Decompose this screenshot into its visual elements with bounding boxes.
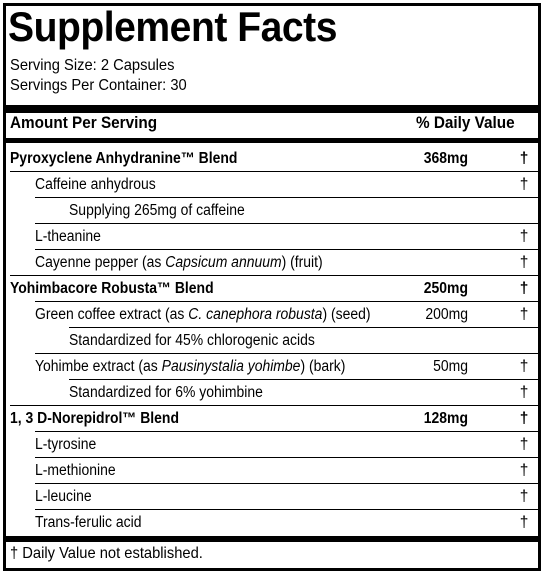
ingredient-name: Standardized for 45% chlorogenic acids bbox=[69, 332, 315, 349]
ingredient-name: 1, 3 D-Norepidrol™ Blend bbox=[10, 410, 179, 427]
ingredient-name: Yohimbe extract (as Pausinystalia yohimbe) (bark) bbox=[35, 358, 346, 375]
panel-title: Supplement Facts bbox=[8, 3, 337, 50]
ingredient-name: Trans-ferulic acid bbox=[35, 514, 142, 531]
ingredient-name: L-leucine bbox=[35, 488, 92, 505]
row-divider bbox=[35, 457, 538, 458]
ingredient-amount: 368mg bbox=[423, 150, 468, 167]
serving-size: Serving Size: 2 Capsules bbox=[10, 57, 175, 74]
daily-value-mark: † bbox=[519, 176, 529, 193]
servings-per-container: Servings Per Container: 30 bbox=[10, 77, 187, 94]
row-divider bbox=[35, 249, 538, 250]
ingredient-name: Supplying 265mg of caffeine bbox=[69, 202, 245, 219]
daily-value-mark: † bbox=[519, 514, 529, 531]
thick-divider-bottom bbox=[6, 536, 538, 542]
footnote: † Daily Value not established. bbox=[10, 545, 203, 562]
daily-value-mark: † bbox=[519, 358, 529, 375]
daily-value-mark: † bbox=[519, 254, 529, 271]
ingredient-name: Cayenne pepper (as Capsicum annuum) (fruit) bbox=[35, 254, 323, 271]
ingredient-amount: 200mg bbox=[425, 306, 468, 323]
daily-value-header: % Daily Value bbox=[416, 113, 515, 132]
ingredient-name: Pyroxyclene Anhydranine™ Blend bbox=[10, 150, 238, 167]
ingredient-amount: 250mg bbox=[423, 280, 468, 297]
row-divider bbox=[35, 301, 538, 302]
row-divider bbox=[69, 327, 538, 328]
ingredient-name: Green coffee extract (as C. canephora robusta) (seed) bbox=[35, 306, 371, 323]
row-divider bbox=[10, 405, 538, 406]
daily-value-mark: † bbox=[519, 462, 529, 479]
daily-value-mark: † bbox=[519, 410, 529, 427]
row-divider bbox=[69, 379, 538, 380]
thick-divider-header bbox=[6, 138, 538, 143]
daily-value-mark: † bbox=[519, 228, 529, 245]
amount-per-serving-header: Amount Per Serving bbox=[10, 113, 158, 132]
ingredient-name: Caffeine anhydrous bbox=[35, 176, 156, 193]
ingredient-name: Yohimbacore Robusta™ Blend bbox=[10, 280, 214, 297]
daily-value-mark: † bbox=[519, 384, 529, 401]
row-divider bbox=[35, 353, 538, 354]
daily-value-mark: † bbox=[519, 436, 529, 453]
daily-value-mark: † bbox=[519, 280, 529, 297]
row-divider bbox=[10, 171, 538, 172]
ingredient-name: L-tyrosine bbox=[35, 436, 97, 453]
row-divider bbox=[10, 275, 538, 276]
ingredient-amount: 128mg bbox=[423, 410, 468, 427]
row-divider bbox=[35, 483, 538, 484]
ingredient-amount: 50mg bbox=[433, 358, 468, 375]
daily-value-mark: † bbox=[519, 306, 529, 323]
ingredient-name: L-methionine bbox=[35, 462, 116, 479]
daily-value-mark: † bbox=[519, 488, 529, 505]
row-divider bbox=[35, 223, 538, 224]
ingredient-name: Standardized for 6% yohimbine bbox=[69, 384, 263, 401]
row-divider bbox=[35, 197, 538, 198]
daily-value-mark: † bbox=[519, 150, 529, 167]
row-divider bbox=[35, 509, 538, 510]
row-divider bbox=[35, 431, 538, 432]
ingredient-name: L-theanine bbox=[35, 228, 101, 245]
